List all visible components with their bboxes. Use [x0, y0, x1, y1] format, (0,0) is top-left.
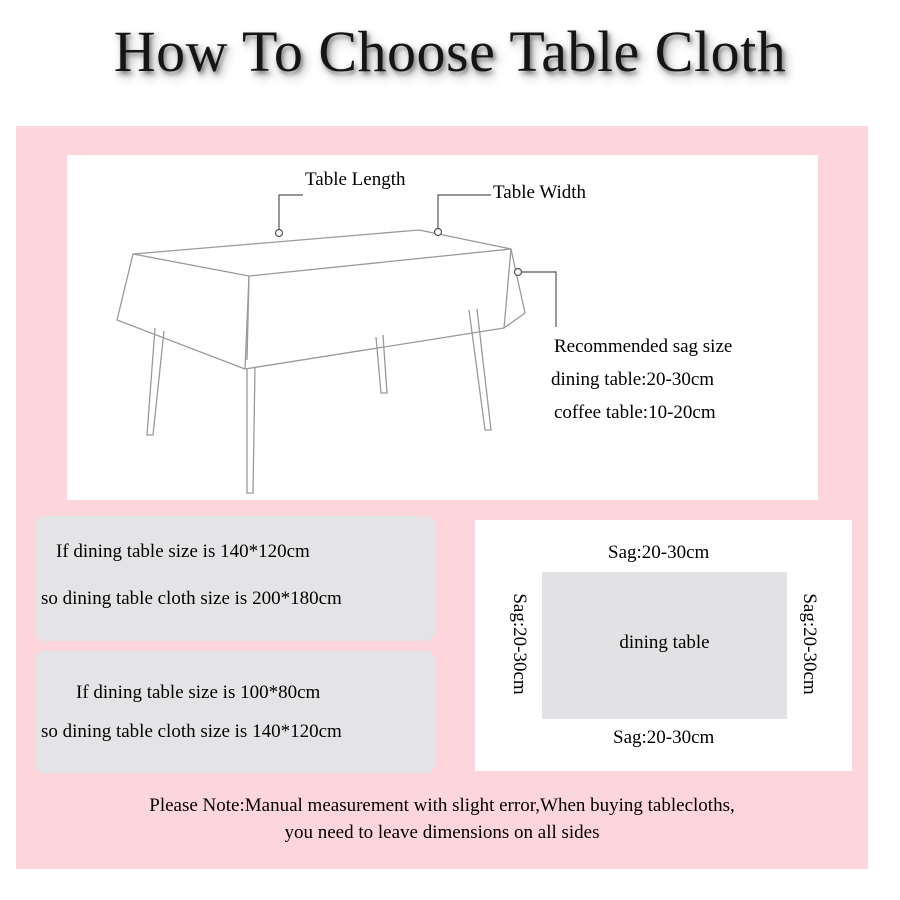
sag-top-label: Sag:20-30cm — [608, 542, 710, 563]
tablecloth-outline — [117, 230, 525, 369]
measurement-note — [16, 792, 868, 846]
note-line-1: Please Note:Manual measurement with slight error,When buying tablecloths, — [149, 795, 735, 816]
sag-left-label: Sag:20-30cm — [509, 593, 530, 695]
dining-table-rect — [542, 572, 787, 719]
sag-dining-label: dining table:20-30cm — [551, 369, 715, 390]
sag-diagram — [475, 520, 852, 771]
table-illustration — [67, 155, 818, 500]
table-width-label: Table Width — [493, 182, 587, 203]
sag-bottom-label: Sag:20-30cm — [613, 727, 715, 748]
table-width-callout — [435, 195, 492, 236]
sag-coffee-label: coffee table:10-20cm — [554, 402, 716, 423]
example-2-table-size: If dining table size is 100*80cm — [76, 682, 321, 703]
note-line-2: you need to leave dimensions on all sides — [284, 822, 600, 843]
example-1-cloth-size: so dining table cloth size is 200*180cm — [41, 588, 342, 609]
sag-callout — [515, 269, 557, 328]
page-title: How To Choose Table Cloth — [113, 19, 787, 84]
table-length-callout — [276, 195, 304, 237]
example-2-cloth-size: so dining table cloth size is 140*120cm — [41, 721, 342, 742]
sag-heading: Recommended sag size — [554, 336, 733, 357]
example-card-2 — [35, 651, 435, 773]
table-length-label: Table Length — [305, 169, 406, 190]
table-legs — [147, 309, 491, 493]
example-1-table-size: If dining table size is 140*120cm — [56, 541, 310, 562]
dining-table-label: dining table — [619, 632, 710, 653]
example-card-1 — [35, 516, 435, 641]
table-illustration-box — [67, 155, 818, 500]
sag-right-label: Sag:20-30cm — [799, 593, 820, 695]
